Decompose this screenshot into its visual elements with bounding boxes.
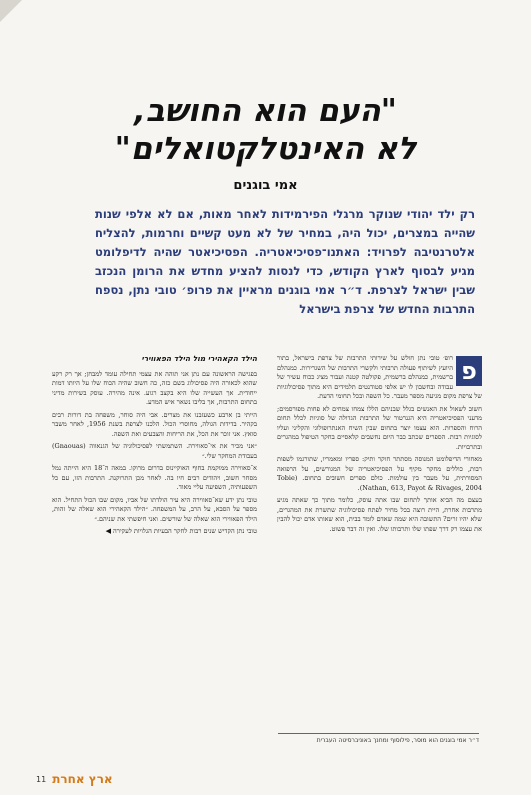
page-corner-fold bbox=[0, 0, 22, 22]
page-footer bbox=[36, 771, 113, 787]
body-paragraph: רופ׳ טובי נתן חולש על שירותי התרבות של צרפת בישראל, בתור היועץ לשיתוף פעולה תרבותי ולקשרי התרבות של השגרירות. כמנהלם ברשמית, כמנהלם ברשמית, פקולטה קטנה ועבור מציג ככוח עשיר של עבודה ובחשבון לו יש אלפי סטודנטים תלמידים היא מתוך פסיכולוגיות של צרפת מקום מגיעה מספר מעבר. כל השפה ובכל תחומי הדעת. bbox=[277, 354, 482, 400]
article-title bbox=[40, 92, 491, 168]
body-paragraph: חשוב לשאול את האנשים בגלל שבניהם הללו צמחו צמחים לא פחות מפורסמים; מדעני הפסיכיאטריה היא הגנרטור של התרבות הגדולה של סוגיות לכלל תחום הרוח והספרות. הוא עצמו יוצר בתחום שבין השיח האנתרופולוגי והקליני ועליו לסוגיות רבות. הספרים שכתב כבר היום נחשבים קלאסיים בחקר הטיפול במהגרים ובתרבויות. bbox=[277, 404, 482, 451]
body-column-right bbox=[277, 354, 482, 724]
body-paragraph: מאחורי הדיפלומט המנוסה מסתתר חוקר ותיק: ספריו ומאמריו, שתורגמו לשפות רבות, כוללים מחקר מקיף על הפסיכיאטריה של המגורשים, על הרפואה המסורתית, על מעבר בין עולמות. כולם ספרים חשובים בתחום. (Tobie Nathan, 613, Payot & Rivages, 2004). bbox=[277, 455, 482, 492]
caption-divider bbox=[278, 733, 479, 734]
continue-line: טובי נתן הקדיש שנים רבות לחקר הבעיות הגלויות לעקירה bbox=[113, 527, 257, 535]
body-paragraph: א־סאווירה ממוקמת בחוף האוקיינוס בדרום מרוקו. במאה ה־18 היא הייתה נמל מסחר חשוב, ויהודים רבים חיו בה. לאחר מכן התרוקנה. התרבות הזו, עם כל השפעותיה, השפיעה עליי מאוד. bbox=[52, 464, 257, 491]
title-line-2: לא האינטלקטואלים" bbox=[114, 131, 417, 167]
article-author: אמי בוגנים bbox=[233, 178, 298, 193]
body-paragraph: הייתי בן ארבע כשעזבנו את מצרים. אבי היה סוחר, משפחה בת דורות רבים בקהיר. בדידות הגולה, מחוסרי הכול. הלכנו לצרפת בשנת 1956, לאחר משבר סואץ. אני זוכר את הכל, את הריחות והצבעים ואת השפה. bbox=[52, 410, 257, 438]
body-column-left bbox=[52, 354, 257, 724]
body-paragraph: ״אני מכיר את אי־סאווירה. השתמשתי לפסיכולוגיה של הגנאווה (Gnaouas) בעבודת המחקר שלי.״ bbox=[52, 442, 257, 460]
page-number: 11 bbox=[36, 774, 47, 784]
continue-arrow-icon: ◀ bbox=[105, 527, 111, 535]
drop-cap: פ bbox=[456, 356, 482, 386]
author-caption: ד״ר אמי בוגנים הוא מוסר, פילוסוף ומחנך באוניברסיטה העברית bbox=[316, 737, 479, 744]
article-body bbox=[52, 354, 482, 724]
body-paragraph: טובי נתן ידע שא־סאווירה היא עיר הולדתו של אביו, מקום שבו הכול התחיל. הוא מספר על הסבא, על הרב, על המשפחה. ״הילד הקאהירי הוא שאלה של זהות, הילד הפאווירי הוא שאלה של שורשים. ואני חיפשתי את שניהם.״ bbox=[52, 495, 257, 523]
continued-paragraph bbox=[52, 527, 257, 537]
article-lead: רק ילד יהודי שנוקר מרגלי הפירמידות לאחר מאות, אם לא אלפי שנות שהייה במצרים, יכול היה, במחיר של לא מעט קשיים וחרמות, להצליח אלטרנטיבה לפרויד: האתנו־פסיכיאטריה. הפסיכיאטר שהיה לדיפלומט מגיע לבסוף לארץ הקודש, כדי לנסות להציע מחדש את הרומן הנכזב שבין ישראל לצרפת. ד״ר אמי בוגנים מראיין את פרופ׳ טובי נתן, נספח התרבות החדש של צרפת בישראל bbox=[95, 207, 475, 316]
magazine-logo: ארץ אחרת bbox=[52, 772, 113, 786]
body-paragraph: בעצם מה הביא אותך לתחום שבו אתה עוסק, כלומר מתוך כך שאתה מגיע מתרבות אחרת, היית רוצה בכל מחיר לפתח פסיכולוגיה שתשרת את המהגרים, שלא יהיו זרים? התשובה היא שמה שאדם לומד בבית, הוא שאותו אדם יכול להבין את עצמו רק דרך שפתו שלו ותרבותו שלו. ואין זה דבר פשוט. bbox=[277, 496, 482, 533]
title-line-1: "העם הוא החושב, bbox=[134, 93, 397, 129]
body-paragraph: בפגישה הראשונה עם נתן אני תוהה את עצמי תחילה עומד למבחן; אך רק רקע שהוא לכאורה היה פסיכולוג בשם כזה, כה חשוב שהיה הכוח שלו על היותו דמות ייחודית. אך העשייה שלו היא בקצב רגוע. אינה מהירה. עוסק בשירות מדיני בתחום התרבות, אך בליבו נשאר איש המדע. bbox=[52, 369, 257, 406]
section-subhead: הילד הקאהירי מול הילד הפאווירי bbox=[141, 354, 257, 363]
